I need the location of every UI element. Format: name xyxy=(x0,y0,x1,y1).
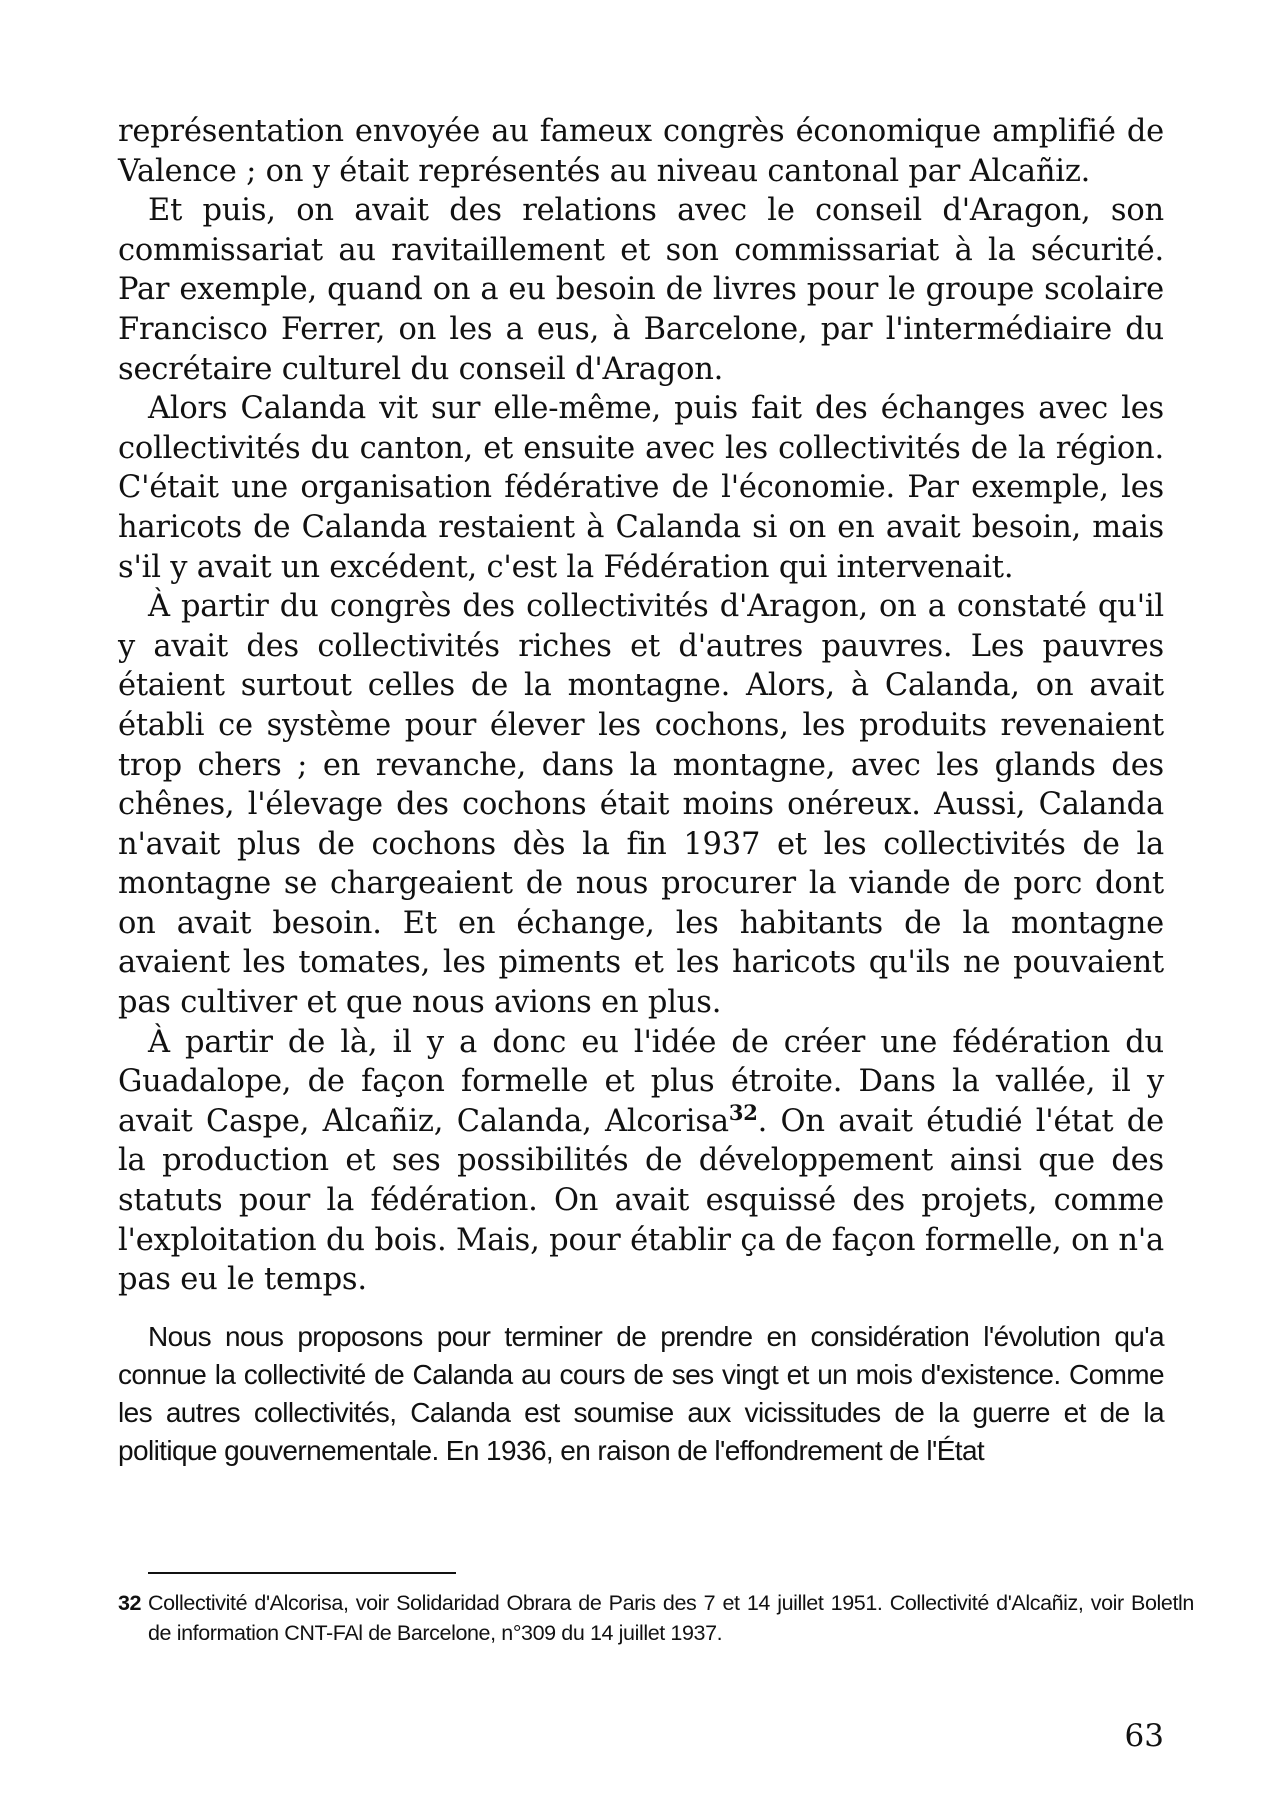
paragraph-5-text-after: . On avait étudié l'état de la production et ses possibilités de développement ainsi que des statuts pour la fédération. On avait esquissé des projets, comme l'exploitation du bois. Mais, pour établir ça de façon formelle, on n'a pas eu le temps. xyxy=(118,1103,1164,1298)
footnote-reference: 32 xyxy=(728,1099,758,1125)
paragraph-5-text-before: À partir de là, il y a donc eu l'idée de créer une fédération du Guadalope, de façon formelle et plus étroite. Dans la vallée, il y avait Caspe, Alcañiz, Calanda, Alcorisa xyxy=(118,1024,1164,1139)
paragraph-5 xyxy=(118,1023,1164,1300)
paragraph-2: Et puis, on avait des relations avec le conseil d'Aragon, son commissariat au ravitaillement et son commissariat à la sécurité. Par exemple, quand on a eu besoin de livres pour le groupe scolaire Francisco Ferrer, on les a eus, à Barcelone, par l'intermédiaire du secrétaire culturel du conseil d'Aragon. xyxy=(118,193,1164,387)
paragraph-1: représentation envoyée au fameux congrès économique amplifié de Valence ; on y était représentés au niveau cantonal par Alcañiz. xyxy=(118,114,1164,189)
page-number: 63 xyxy=(1124,1718,1164,1754)
footnote xyxy=(118,1588,1194,1648)
paragraph-4: À partir du congrès des collectivités d'Aragon, on a constaté qu'il y avait des collectivités riches et d'autres pauvres. Les pauvres étaient surtout celles de la montagne. Alors, à Calanda, on avait établi ce système pour élever les cochons, les produits revenaient trop chers ; en revanche, dans la montagne, avec les glands des chênes, l'élevage des cochons était moins onéreux. Aussi, Calanda n'avait plus de cochons dès la fin 1937 et les collectivités de la montagne se chargeaient de nous procurer la viande de porc dont on avait besoin. Et en échange, les habitants de la montagne avaient les tomates, les piments et les haricots qu'ils ne pouvaient pas cultiver et que nous avions en plus. xyxy=(118,589,1164,1021)
page-body xyxy=(118,112,1164,1470)
footnote-separator xyxy=(148,1572,456,1574)
footnote-text: Collectivité d'Alcorisa, voir Solidaridad Obrara de Paris des 7 et 14 juillet 1951. Collectivité d'Alcañiz, voir Boletln de information CNT-FAl de Barcelone, n°309 du 14 juillet 1937. xyxy=(148,1591,1194,1645)
footnote-number: 32 xyxy=(118,1591,142,1615)
author-commentary-paragraph: Nous nous proposons pour terminer de prendre en considération l'évolution qu'a connue la collectivité de Calanda au cours de ses vingt et un mois d'existence. Comme les autres collectivités, Calanda est soumise aux vicissitudes de la guerre et de la politique gouvernementale. En 1936, en raison de l'effondrement de l'État xyxy=(118,1320,1164,1466)
paragraph-3: Alors Calanda vit sur elle-même, puis fait des échanges avec les collectivités du canton, et ensuite avec les collectivités de la région. C'était une organisation fédérative de l'économie. Par exemple, les haricots de Calanda restaient à Calanda si on en avait besoin, mais s'il y avait un excédent, c'est la Fédération qui intervenait. xyxy=(118,391,1164,585)
